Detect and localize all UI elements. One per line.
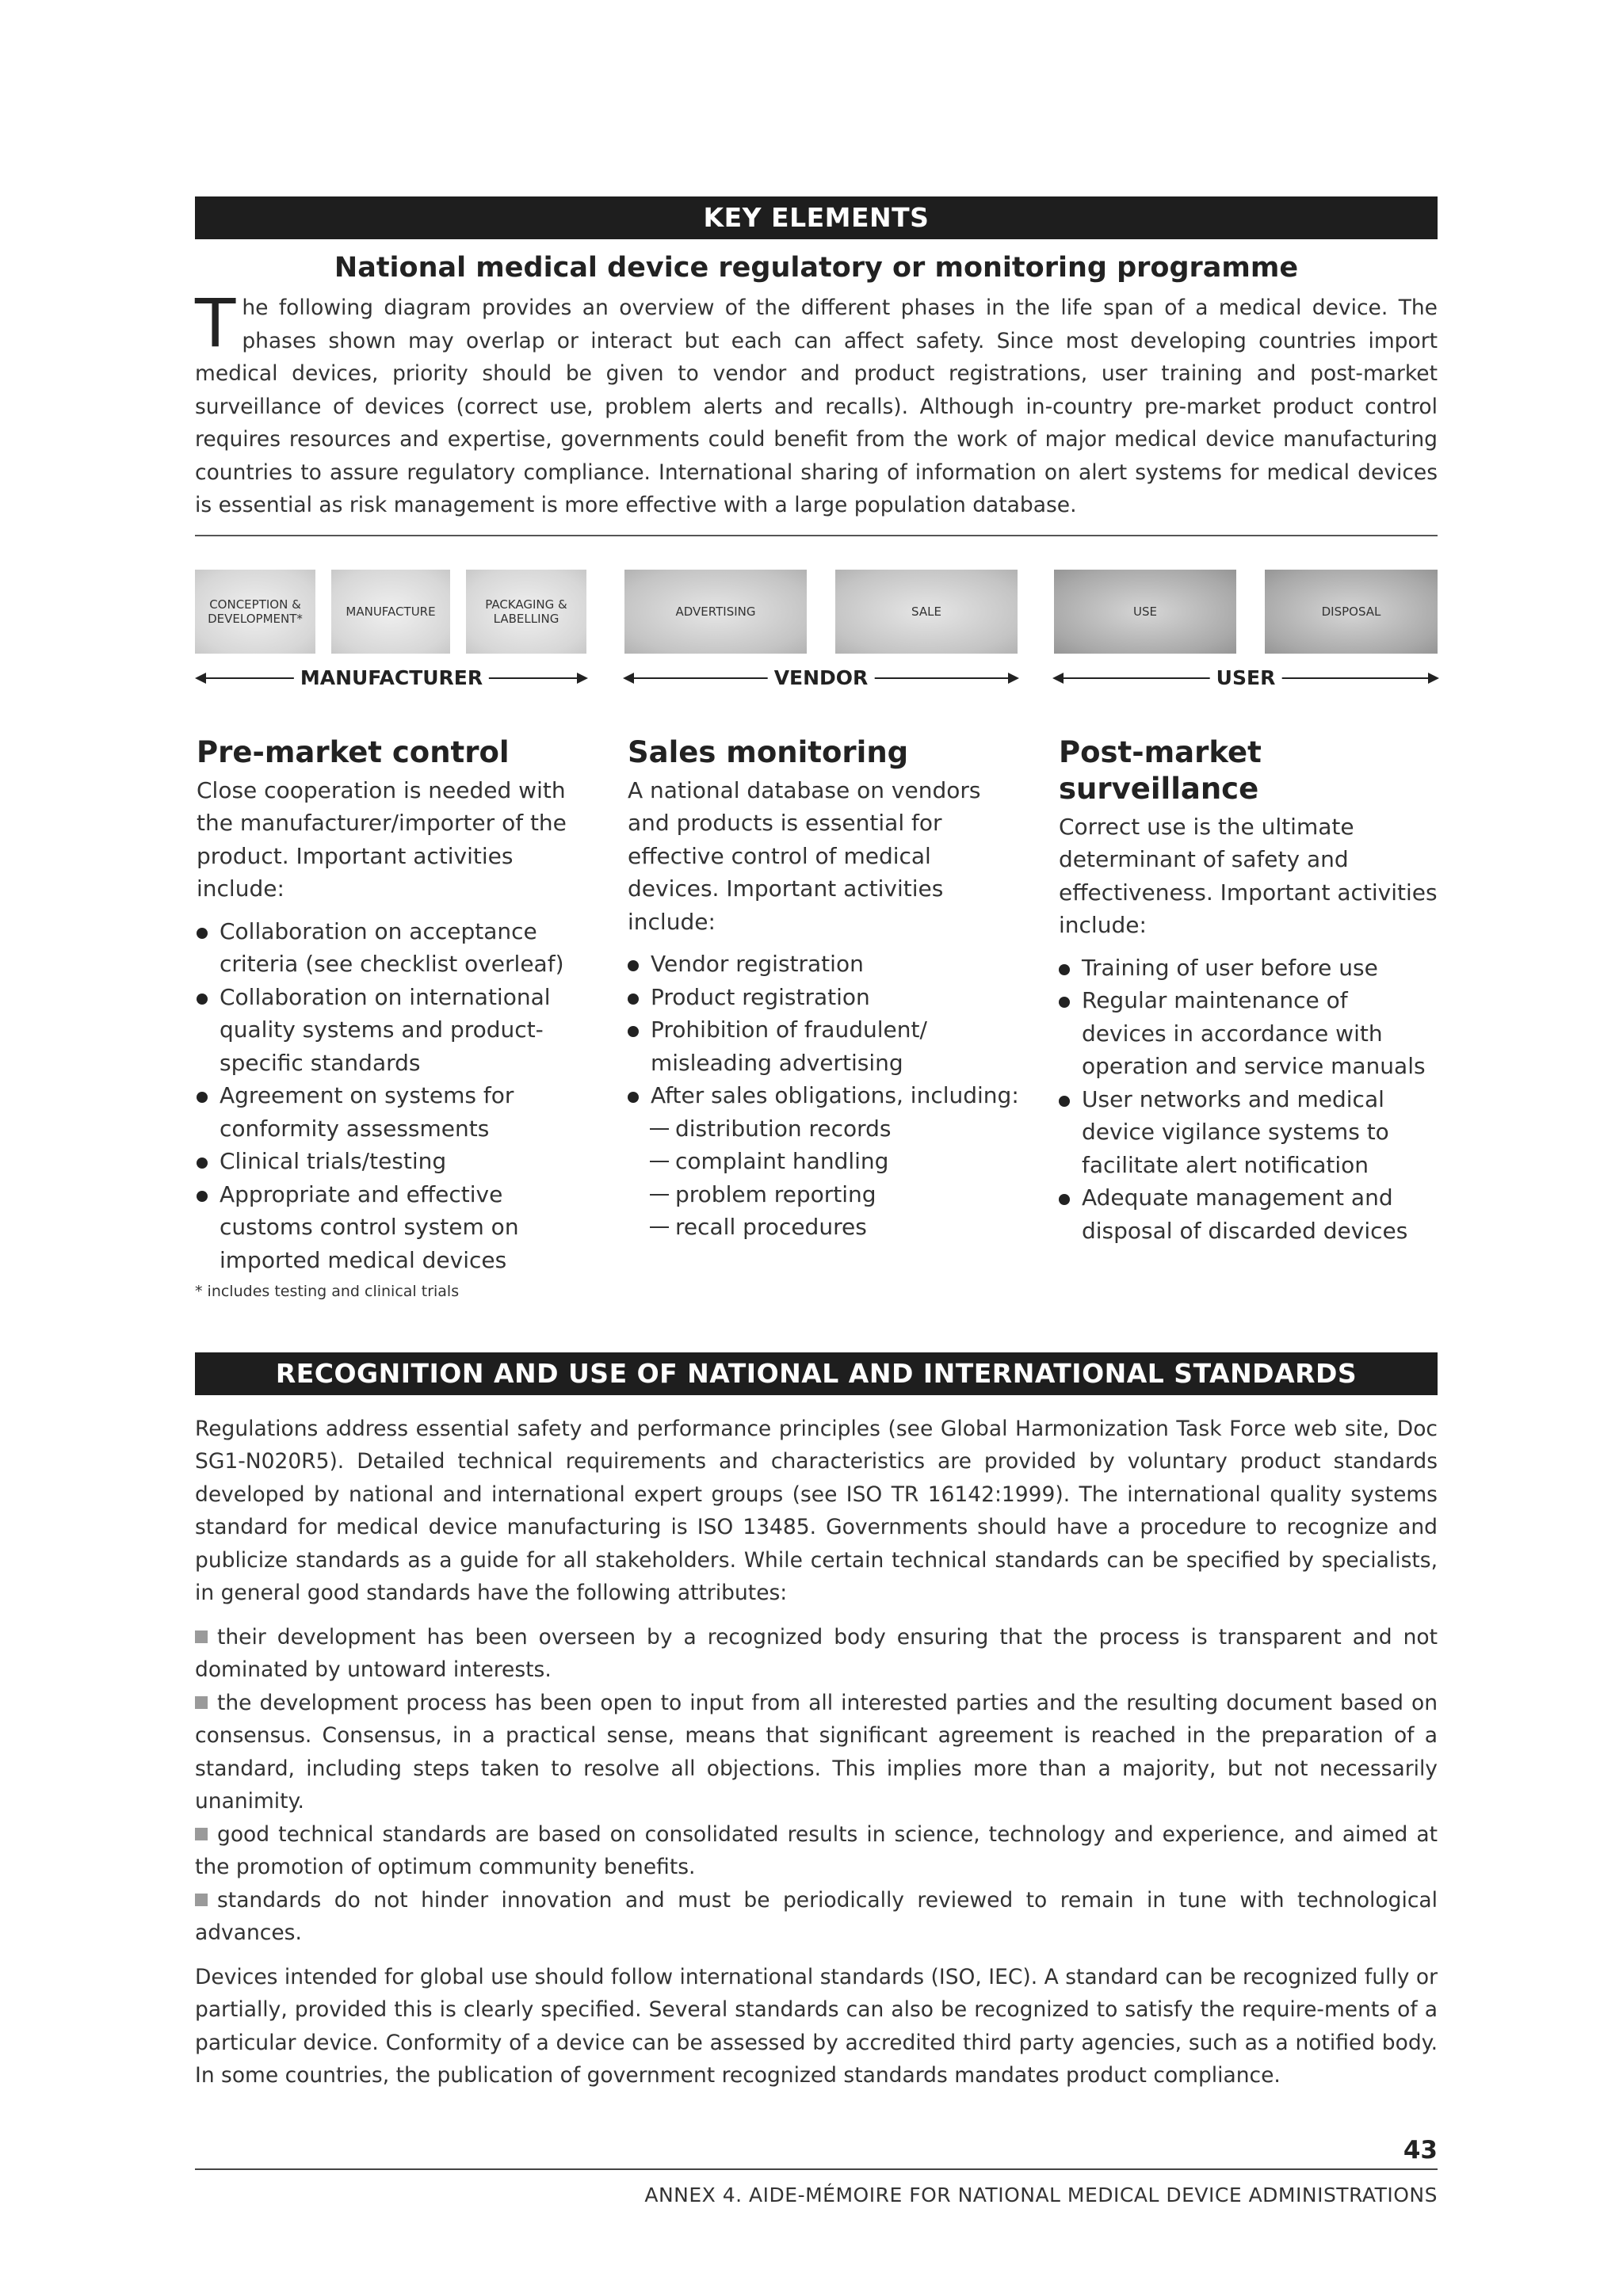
dash-icon — [650, 1194, 669, 1196]
dash-icon — [650, 1161, 669, 1162]
sub-list-item: complaint handling — [628, 1145, 1024, 1178]
pre-market-title: Pre-market control — [197, 734, 510, 769]
list-item: Product registration — [628, 981, 1024, 1014]
attribute-item: standards do not hinder innovation and must be periodically reviewed to remain in tune with technological advances. — [195, 1887, 1438, 1945]
pre-market-intro: Close cooperation is needed with the manufacturer/importer of the product. Important activities include: — [197, 776, 567, 902]
arrow-left-icon — [623, 673, 634, 684]
sales-intro: A national database on vendors and products is essential for effective control of medical devices. Important activities include: — [628, 776, 981, 935]
phase-manufacture: MANUFACTURE — [331, 570, 450, 654]
arrow-right-icon — [577, 673, 588, 684]
diagram-footnote: * includes testing and clinical trials — [195, 1282, 460, 1300]
square-bullet-icon — [195, 1828, 208, 1840]
attribute-item: the development process has been open to input from all interested parties and the resulting document based on consensus. Consensus, in a practical sense, means that significant agreement is reached in the preparation of a standard, including steps taken to resolve all objections. This implies more than a majority, but not necessarily unanimity. — [195, 1690, 1438, 1814]
page-number: 43 — [1403, 2136, 1438, 2164]
bullet-icon — [197, 928, 208, 939]
standards-banner: RECOGNITION AND USE OF NATIONAL AND INTERNATIONAL STANDARDS — [195, 1352, 1438, 1395]
phase-packaging: PACKAGING & LABELLING — [466, 570, 586, 654]
phase-disposal: DISPOSAL — [1265, 570, 1438, 654]
list-item: Collaboration on international quality systems and product-specific standards — [197, 981, 593, 1080]
page-content — [195, 196, 1438, 2092]
phase-advertising: ADVERTISING — [624, 570, 807, 654]
phase-sale: SALE — [835, 570, 1018, 654]
phase-use: USE — [1054, 570, 1236, 654]
footer-rule — [195, 2168, 1438, 2170]
list-item: Clinical trials/testing — [197, 1145, 593, 1178]
post-market-column — [1059, 734, 1438, 1248]
sub-list-item: problem reporting — [628, 1178, 1024, 1211]
bullet-icon — [628, 1026, 639, 1037]
list-item: Collaboration on acceptance criteria (see checklist overleaf) — [197, 915, 593, 981]
bullet-icon — [197, 994, 208, 1005]
bullet-icon — [1059, 1096, 1070, 1107]
user-label: USER — [1210, 666, 1282, 690]
sub-list-item: recall procedures — [628, 1211, 1024, 1244]
bullet-icon — [628, 960, 639, 971]
list-item: Adequate management and disposal of discarded devices — [1059, 1181, 1438, 1247]
intro-text: he following diagram provides an overview of the different phases in the life span of a medical device. The phases shown may overlap or interact but each can affect safety. Since most developing countries import medical devices, priority should be given to vendor and product registrations, user training and post-market surveillance of devices (correct use, problem alerts and recalls). Although in-country pre-market product control requires resources and expertise, governments could benefit from the work of major medical device manufacturing countries to assure regulatory compliance. International sharing of information on alert systems for medical devices is essential as risk management is more effective with a large population database. — [195, 296, 1438, 517]
list-item: After sales obligations, including: — [628, 1079, 1024, 1112]
list-item: Appropriate and effective customs control system on imported medical devices — [197, 1178, 593, 1277]
bullet-icon — [1059, 997, 1070, 1008]
list-item: Training of user before use — [1059, 952, 1438, 985]
square-bullet-icon — [195, 1630, 208, 1643]
standards-paragraph: Regulations address essential safety and performance principles (see Global Harmonization Task Force web site, Doc SG1-N020R5). Detailed technical requirements and characteristics are provided by voluntary product standards developed by national and international expert groups (see ISO TR 16142:1999). The international quality systems standard for medical device manufacturing is ISO 13485. Governments should have a procedure to recognize and publicize standards as a guide for all stakeholders. While certain technical standards can be specified by specialists, in general good standards have the following attributes: — [195, 1416, 1438, 1605]
post-market-title: Post-market surveillance — [1059, 734, 1262, 806]
arrow-left-icon — [195, 673, 206, 684]
manufacturer-label: MANUFACTURER — [294, 666, 489, 690]
arrow-left-icon — [1052, 673, 1064, 684]
list-item: Regular maintenance of devices in accordance with operation and service manuals — [1059, 984, 1438, 1083]
pre-market-list — [197, 915, 593, 1277]
attribute-item: good technical standards are based on consolidated results in science, technology and experience, and aimed at the promotion of optimum community benefits. — [195, 1821, 1438, 1879]
post-market-intro: Correct use is the ultimate determinant of safety and effectiveness. Important activities include: — [1059, 813, 1438, 938]
bullet-icon — [628, 1092, 639, 1103]
bullet-icon — [1059, 964, 1070, 975]
bullet-icon — [197, 1092, 208, 1103]
attribute-item: their development has been overseen by a recognized body ensuring that the process is transparent and not dominated by untoward interests. — [195, 1624, 1438, 1682]
phase-conception: CONCEPTION & DEVELOPMENT* — [195, 570, 315, 654]
intro-paragraph — [195, 284, 1438, 522]
pre-market-column — [197, 734, 593, 1277]
sales-column — [628, 734, 1024, 1244]
section-divider — [195, 535, 1438, 536]
dash-icon — [650, 1128, 669, 1130]
vendor-span — [623, 666, 1019, 690]
running-footer: ANNEX 4. AIDE-MÉMOIRE FOR NATIONAL MEDICAL DEVICE ADMINISTRATIONS — [644, 2183, 1438, 2206]
sub-list-item: distribution records — [628, 1112, 1024, 1146]
list-item: Vendor registration — [628, 948, 1024, 981]
sales-title: Sales monitoring — [628, 734, 909, 769]
sales-list — [628, 948, 1024, 1244]
attributes-list — [195, 1621, 1438, 1950]
bullet-icon — [197, 1191, 208, 1202]
list-item: Prohibition of fraudulent/ misleading advertising — [628, 1013, 1024, 1079]
bullet-icon — [628, 994, 639, 1005]
global-use-paragraph: Devices intended for global use should follow international standards (ISO, IEC). A standard can be recognized fully or partially, provided this is clearly specified. Several standards can also be recognized to satisfy the require-ments of a particular device. Conformity of a device can be assessed by accredited third party agencies, such as a notified body. In some countries, the publication of government recognized standards mandates product compliance. — [195, 1964, 1438, 2088]
key-elements-banner: KEY ELEMENTS — [195, 196, 1438, 239]
post-market-list — [1059, 952, 1438, 1248]
programme-subtitle: National medical device regulatory or monitoring programme — [334, 252, 1299, 284]
vendor-label: VENDOR — [768, 666, 875, 690]
dash-icon — [650, 1226, 669, 1228]
bullet-icon — [1059, 1194, 1070, 1205]
arrow-right-icon — [1008, 673, 1019, 684]
arrow-right-icon — [1428, 673, 1439, 684]
manufacturer-span — [195, 666, 588, 690]
square-bullet-icon — [195, 1696, 208, 1709]
bullet-icon — [197, 1158, 208, 1169]
user-span — [1052, 666, 1439, 690]
square-bullet-icon — [195, 1894, 208, 1906]
control-columns — [195, 734, 1438, 1281]
list-item: User networks and medical device vigilance systems to facilitate alert notification — [1059, 1083, 1438, 1182]
list-item: Agreement on systems for conformity assessments — [197, 1079, 593, 1145]
lifecycle-diagram — [195, 570, 1438, 688]
drop-cap: T — [195, 284, 236, 362]
